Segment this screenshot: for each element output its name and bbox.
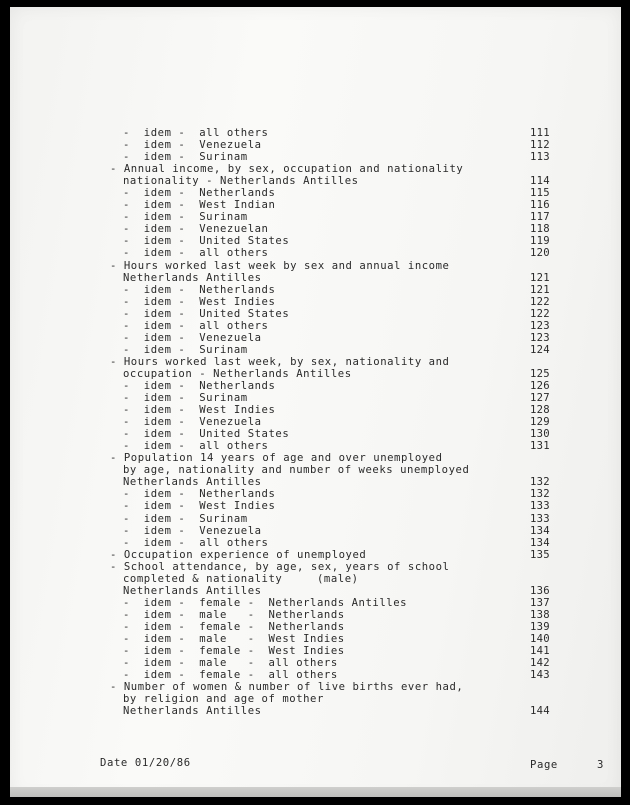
- toc-entry-title: - idem - all others: [123, 440, 269, 453]
- toc-entry: [100, 585, 550, 597]
- toc-entry: [100, 247, 550, 259]
- toc-entry-page-number: 139: [529, 620, 550, 633]
- toc-entry: [100, 488, 550, 500]
- toc-entry: [100, 260, 550, 272]
- toc-entry-title: - idem - female - all others: [123, 669, 338, 682]
- toc-entry-title: Netherlands Antilles: [123, 271, 262, 284]
- toc-entry-page-number: 129: [529, 416, 550, 429]
- toc-entry: [100, 344, 550, 356]
- toc-entry-page-number: 136: [529, 584, 550, 597]
- toc-entry-page-number: 120: [529, 247, 550, 260]
- toc-entry-title: Netherlands Antilles: [123, 584, 262, 597]
- toc-entry-title: - idem - Surinam: [123, 211, 248, 224]
- toc-entry: [100, 500, 550, 512]
- toc-entry: [100, 537, 550, 549]
- toc-entry: [100, 404, 550, 416]
- toc-entry-title: - idem - female - Netherlands Antilles: [123, 596, 408, 609]
- toc-entry-page-number: 124: [529, 343, 550, 356]
- toc-entry: [100, 223, 550, 235]
- toc-entry: [100, 308, 550, 320]
- toc-entry: [100, 332, 550, 344]
- toc-entry-title: - idem - female - West Indies: [123, 645, 345, 658]
- toc-entry-title: - idem - United States: [123, 235, 290, 248]
- toc-entry-title: occupation - Netherlands Antilles: [123, 367, 352, 380]
- toc-entry-title: - idem - West Indies: [123, 500, 276, 513]
- page-bottom-edge: [10, 787, 621, 797]
- toc-entry-page-number: 126: [529, 379, 550, 392]
- toc-entry: [100, 320, 550, 332]
- toc-entry-title: - idem - all others: [123, 127, 269, 139]
- toc-entry-page-number: 122: [529, 307, 550, 320]
- toc-entry-page-number: 143: [529, 669, 550, 682]
- toc-entry-page-number: 137: [529, 596, 550, 609]
- toc-entry-title: - idem - Netherlands: [123, 379, 276, 392]
- toc-entry-title: Netherlands Antilles: [123, 705, 262, 718]
- toc-entry-page-number: 112: [529, 139, 550, 152]
- toc-entry-title: - idem - male - West Indies: [123, 632, 345, 645]
- toc-entry-page-number: 117: [529, 211, 550, 224]
- toc-entry-title: - idem - male - all others: [123, 657, 338, 670]
- toc-entry-page-number: 121: [529, 283, 550, 296]
- toc-entry-title: by religion and age of mother: [123, 693, 324, 706]
- toc-entry-title: - idem - Venezuela: [123, 139, 262, 152]
- toc-entry-page-number: 123: [529, 331, 550, 344]
- toc-entry-title: - idem - Netherlands: [123, 187, 276, 200]
- toc-entry-title: - Hours worked last week, by sex, nationality and: [110, 355, 450, 368]
- toc-entry: [100, 681, 550, 693]
- toc-entry: [100, 597, 550, 609]
- toc-entry: [100, 392, 550, 404]
- toc-entry-page-number: 122: [529, 295, 550, 308]
- toc-entry: [100, 549, 550, 561]
- toc-entry: [100, 356, 550, 368]
- toc-entry-page-number: 131: [529, 440, 550, 453]
- toc-entry-page-number: 115: [529, 187, 550, 200]
- toc-entry-page-number: 123: [529, 319, 550, 332]
- toc-entry: [100, 513, 550, 525]
- toc-entry: [100, 368, 550, 380]
- toc-entry: [100, 380, 550, 392]
- toc-entry-page-number: 113: [529, 151, 550, 164]
- toc-entry: [100, 151, 550, 163]
- toc-entry: [100, 187, 550, 199]
- toc-entry: [100, 127, 550, 139]
- toc-entry-title: - idem - Venezuela: [123, 416, 262, 429]
- toc-entry: [100, 139, 550, 151]
- toc-entry-page-number: 142: [529, 657, 550, 670]
- toc-entry: [100, 705, 550, 717]
- toc-entry-title: nationality - Netherlands Antilles: [123, 175, 359, 188]
- footer-date: Date 01/20/86: [100, 757, 191, 769]
- toc-entry-title: - idem - Venezuelan: [123, 223, 269, 236]
- toc-entry-page-number: 119: [529, 235, 550, 248]
- toc-entry: [100, 416, 550, 428]
- toc-entry: [100, 693, 550, 705]
- toc-entry: [100, 175, 550, 187]
- toc-entry-page-number: 135: [529, 548, 550, 561]
- document-page: [10, 7, 621, 797]
- toc-entry-title: - idem - all others: [123, 319, 269, 332]
- toc-entry: [100, 272, 550, 284]
- toc-entry: [100, 621, 550, 633]
- toc-entry-title: - idem - all others: [123, 536, 269, 549]
- toc-entry: [100, 428, 550, 440]
- toc-entry-title: - idem - female - Netherlands: [123, 620, 345, 633]
- toc-entry-page-number: 141: [529, 645, 550, 658]
- toc-entry-page-number: 134: [529, 524, 550, 537]
- toc-entry-title: - Number of women & number of live births ever had,: [110, 681, 464, 694]
- toc-entry-page-number: 121: [529, 271, 550, 284]
- toc-entry-title: - idem - Surinam: [123, 392, 248, 405]
- footer-page-number: 3: [597, 759, 604, 771]
- toc-entry-title: - idem - Surinam: [123, 343, 248, 356]
- toc-entry-title: - School attendance, by age, sex, years of school: [110, 560, 450, 573]
- toc-entry: [100, 211, 550, 223]
- toc-entry-page-number: 128: [529, 404, 550, 417]
- toc-entry: [100, 633, 550, 645]
- toc-entry-title: - Population 14 years of age and over unemployed: [110, 452, 443, 465]
- footer-page-label: Page: [530, 759, 558, 771]
- toc-entry: [100, 440, 550, 452]
- toc-entry-page-number: 114: [529, 175, 550, 188]
- toc-entry-page-number: 125: [529, 367, 550, 380]
- toc-entry-title: by age, nationality and number of weeks unemployed: [123, 464, 470, 477]
- toc-entry-title: - idem - West Indies: [123, 295, 276, 308]
- toc-entry-title: - idem - United States: [123, 307, 290, 320]
- toc-entry: [100, 657, 550, 669]
- toc-entry-page-number: 132: [529, 476, 550, 489]
- toc-entry-page-number: 144: [529, 705, 550, 718]
- toc-entry: [100, 284, 550, 296]
- toc-entry-title: - Hours worked last week by sex and annual income: [110, 259, 450, 272]
- toc-entry-title: - idem - Venezuela: [123, 524, 262, 537]
- toc-entry-title: - idem - Surinam: [123, 512, 248, 525]
- toc-entry-page-number: 130: [529, 428, 550, 441]
- toc-entry-page-number: 133: [529, 512, 550, 525]
- toc-entry-title: Netherlands Antilles: [123, 476, 262, 489]
- toc-entry: [100, 561, 550, 573]
- toc-entry-page-number: 140: [529, 632, 550, 645]
- toc-entry-page-number: 118: [529, 223, 550, 236]
- toc-entry-title: - idem - male - Netherlands: [123, 608, 345, 621]
- toc-entry: [100, 296, 550, 308]
- toc-entry: [100, 476, 550, 488]
- toc-entry: [100, 573, 550, 585]
- toc-entry-title: - idem - United States: [123, 428, 290, 441]
- toc-entry: [100, 452, 550, 464]
- toc-entry-page-number: 116: [529, 199, 550, 212]
- toc-entry-page-number: 132: [529, 488, 550, 501]
- toc-entry-title: - idem - West Indian: [123, 199, 276, 212]
- toc-entry: [100, 163, 550, 175]
- toc-entry-page-number: 127: [529, 392, 550, 405]
- toc-entry: [100, 609, 550, 621]
- toc-entry-title: - Occupation experience of unemployed: [110, 548, 367, 561]
- toc-entry-title: - idem - Netherlands: [123, 488, 276, 501]
- toc-entry: [100, 464, 550, 476]
- toc-entry: [100, 235, 550, 247]
- toc-entry: [100, 199, 550, 211]
- toc-entry-title: - idem - Venezuela: [123, 331, 262, 344]
- toc-entry-page-number: 138: [529, 608, 550, 621]
- toc-entry-page-number: 133: [529, 500, 550, 513]
- toc-entry-title: - idem - West Indies: [123, 404, 276, 417]
- toc-entry-title: - Annual income, by sex, occupation and nationality: [110, 163, 464, 176]
- toc-entry-title: - idem - Netherlands: [123, 283, 276, 296]
- toc-entry-page-number: 111: [529, 127, 550, 139]
- toc-entry-title: completed & nationality (male): [123, 572, 359, 585]
- toc-entry-title: - idem - Surinam: [123, 151, 248, 164]
- toc-entry: [100, 525, 550, 537]
- toc-entry: [100, 669, 550, 681]
- toc-entry-title: - idem - all others: [123, 247, 269, 260]
- toc-entry-page-number: 134: [529, 536, 550, 549]
- table-of-contents: [100, 127, 550, 717]
- toc-entry: [100, 645, 550, 657]
